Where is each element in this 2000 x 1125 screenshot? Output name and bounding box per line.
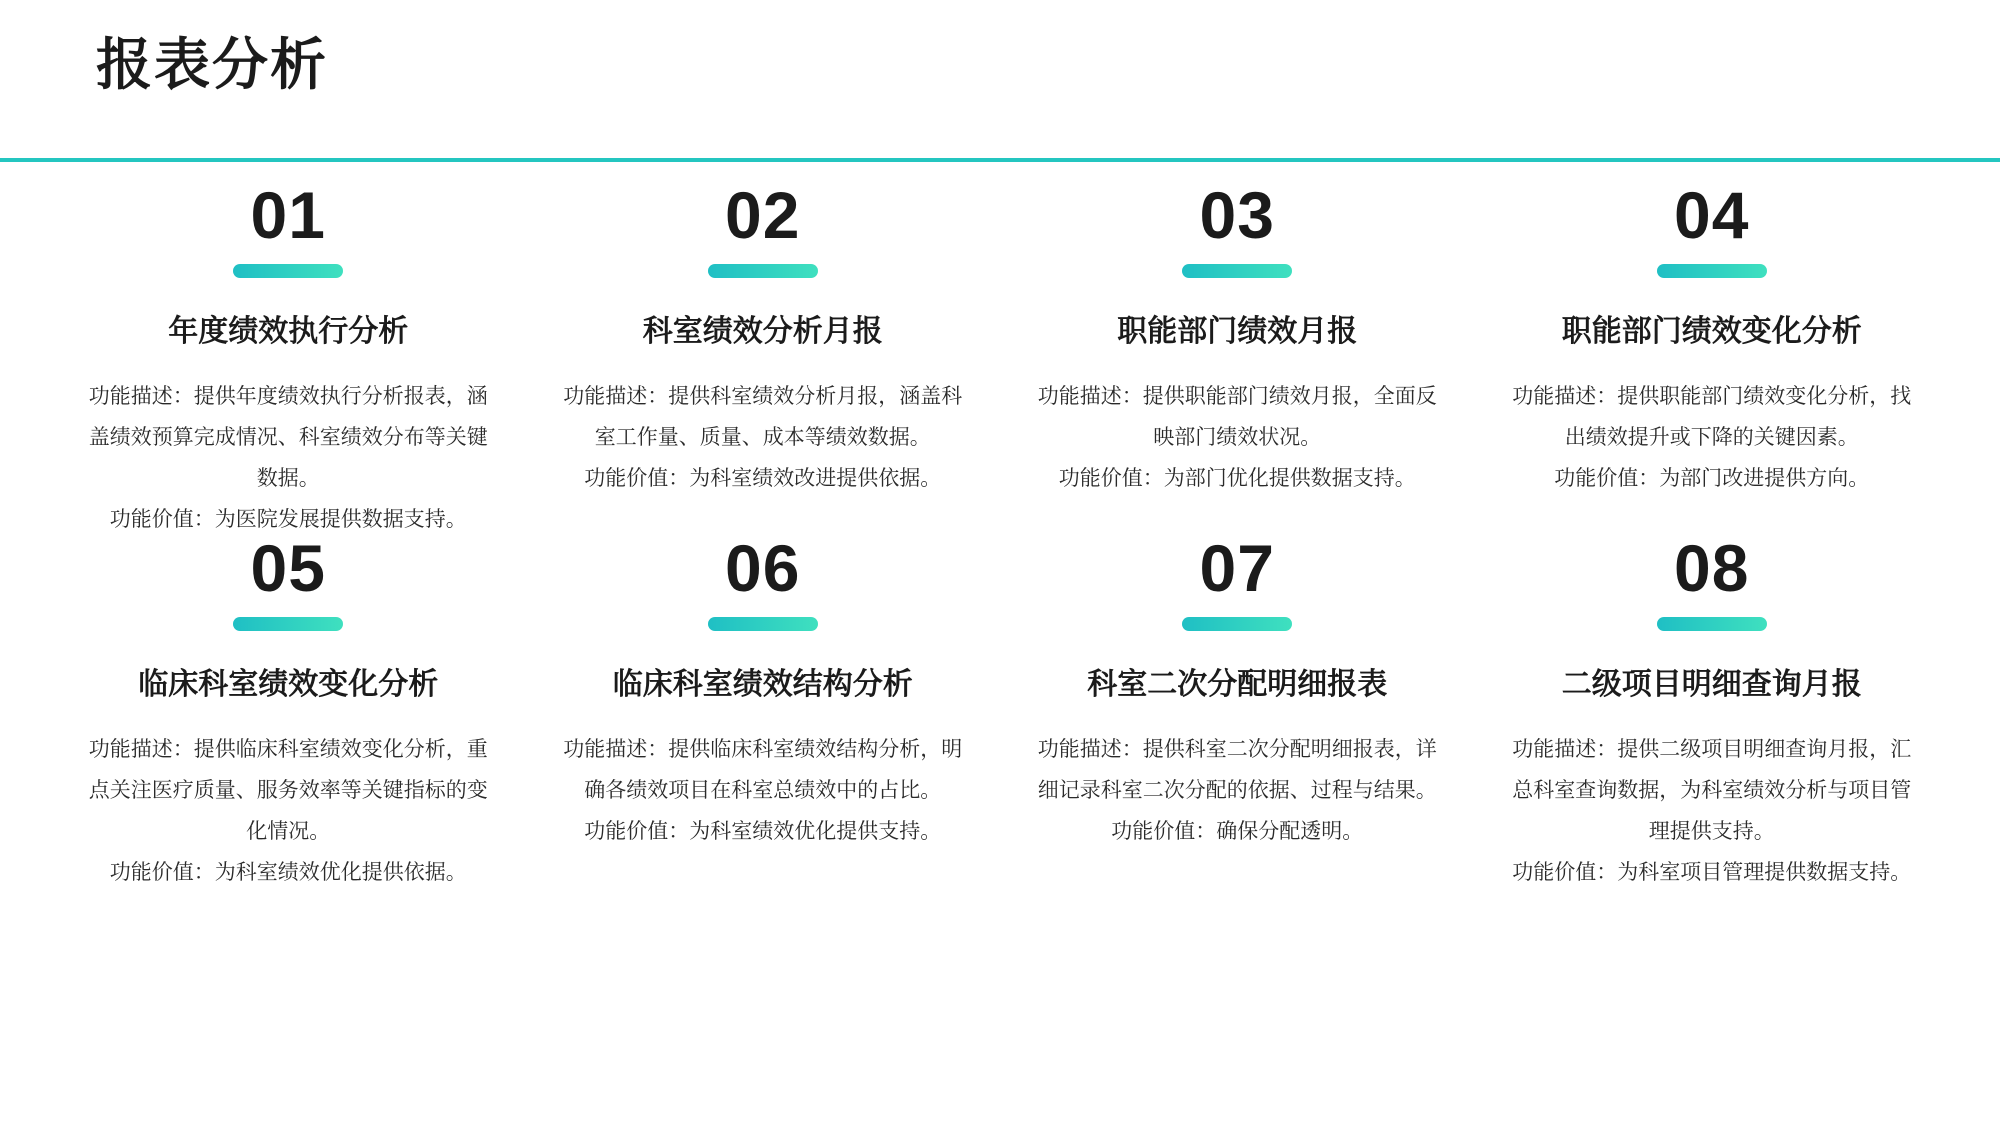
item-value: 功能价值：为医院发展提供数据支持。 [109,507,467,531]
item-description: 功能描述：提供二级项目明细查询月报，汇总科室查询数据，为科室绩效分析与项目管理提供支持。 [1512,737,1912,843]
accent-bar-icon [233,617,343,631]
item-number: 02 [725,178,801,252]
item-description: 功能描述：提供科室绩效分析月报，涵盖科室工作量、质量、成本等绩效数据。 [563,385,963,449]
item-value: 功能价值：为部门优化提供数据支持。 [1058,466,1416,490]
item-card-01 [60,176,517,541]
item-number: 04 [1674,178,1750,252]
item-card-03 [1009,176,1466,541]
title-divider [0,158,2000,162]
item-number: 01 [250,178,326,252]
page-title: 报表分析 [96,33,328,96]
item-body [561,730,966,853]
item-description: 功能描述：提供职能部门绩效变化分析，找出绩效提升或下降的关键因素。 [1512,385,1912,449]
item-number: 03 [1199,178,1275,252]
item-body [86,377,491,541]
item-title: 临床科室绩效变化分析 [138,667,439,701]
item-card-05 [60,530,517,894]
accent-bar-icon [1657,617,1767,631]
item-number: 06 [725,530,801,605]
item-value: 功能价值：为科室绩效优化提供依据。 [109,860,467,884]
item-description: 功能描述：提供科室二次分配明细报表，详细记录科室二次分配的依据、过程与结果。 [1037,737,1437,802]
item-value: 功能价值：为科室绩效改进提供依据。 [584,466,942,490]
item-title: 二级项目明细查询月报 [1561,667,1862,701]
items-grid [60,176,1940,894]
item-body [561,377,966,500]
item-description: 功能描述：提供临床科室绩效结构分析，明确各绩效项目在科室总绩效中的占比。 [563,737,963,802]
accent-bar-icon [1657,264,1767,278]
item-body [1510,730,1915,894]
accent-bar-icon [708,617,818,631]
item-body [1035,730,1440,853]
item-body [1035,377,1440,500]
accent-bar-icon [233,264,343,278]
accent-bar-icon [708,264,818,278]
item-card-08 [1484,530,1941,894]
item-card-06 [535,530,992,894]
item-number: 08 [1674,530,1750,605]
item-description: 功能描述：提供临床科室绩效变化分析，重点关注医疗质量、服务效率等关键指标的变化情况。 [88,737,488,843]
item-title: 职能部门绩效变化分析 [1561,315,1862,348]
item-body [1510,377,1915,500]
item-value: 功能价值：为部门改进提供方向。 [1554,466,1870,490]
item-title: 职能部门绩效月报 [1117,315,1358,348]
accent-bar-icon [1182,264,1292,278]
item-title: 临床科室绩效结构分析 [612,667,913,701]
item-card-02 [535,176,992,541]
item-number: 07 [1199,530,1275,605]
accent-bar-icon [1182,617,1292,631]
item-number: 05 [250,530,326,605]
item-title: 年度绩效执行分析 [168,315,409,348]
item-title: 科室绩效分析月报 [642,315,883,348]
item-description: 功能描述：提供职能部门绩效月报，全面反映部门绩效状况。 [1037,385,1437,449]
title-block [96,34,328,96]
item-description: 功能描述：提供年度绩效执行分析报表，涵盖绩效预算完成情况、科室绩效分布等关键数据。 [88,385,488,490]
item-value: 功能价值：为科室项目管理提供数据支持。 [1512,860,1912,884]
item-value: 功能价值：确保分配透明。 [1111,819,1364,843]
item-card-04 [1484,176,1941,541]
item-value: 功能价值：为科室绩效优化提供支持。 [584,819,942,843]
item-card-07 [1009,530,1466,894]
item-body [86,730,491,894]
item-title: 科室二次分配明细报表 [1087,667,1388,701]
